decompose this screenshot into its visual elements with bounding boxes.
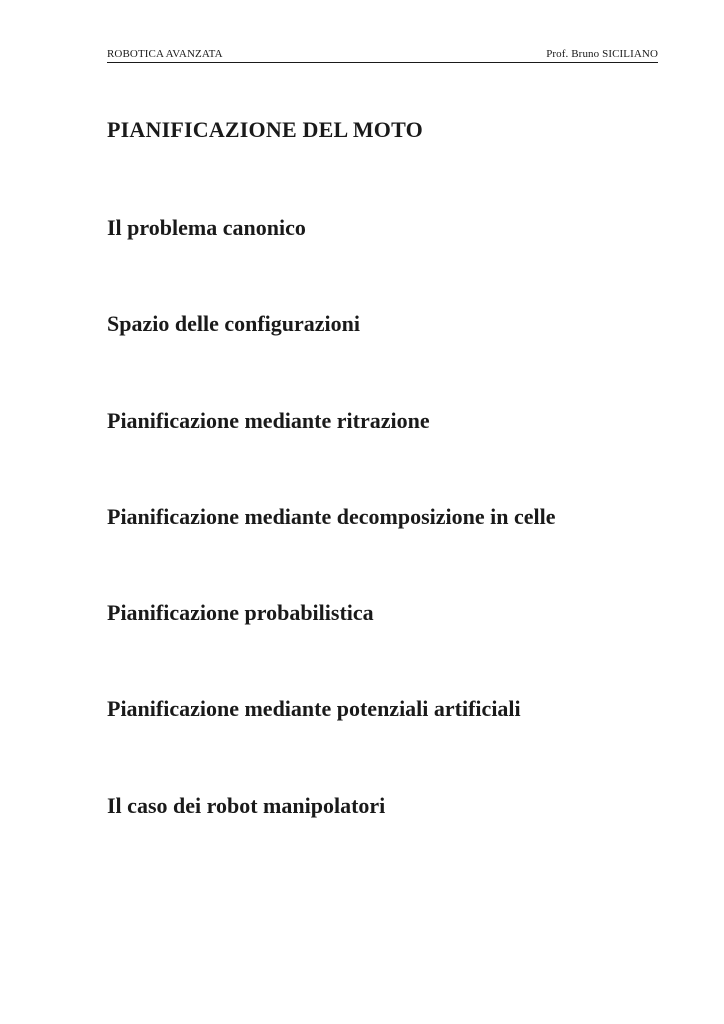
section-heading: Spazio delle configurazioni [107, 311, 360, 337]
header-rule [107, 62, 658, 63]
section-heading: Pianificazione mediante ritrazione [107, 407, 430, 433]
section-heading: Il caso dei robot manipolatori [107, 792, 386, 818]
course-name: ROBOTICA AVANZATA [107, 48, 223, 60]
page-title: PIANIFICAZIONE DEL MOTO [107, 117, 423, 142]
author-name: Prof. Bruno SICILIANO [546, 48, 658, 60]
section-heading: Pianificazione probabilistica [107, 600, 374, 626]
section-heading: Il problema canonico [107, 215, 306, 240]
section-heading: Pianificazione mediante decomposizione in celle [107, 503, 556, 529]
section-heading: Pianificazione mediante potenziali artificiali [107, 696, 521, 722]
running-header [107, 40, 658, 60]
section-list [107, 214, 556, 888]
